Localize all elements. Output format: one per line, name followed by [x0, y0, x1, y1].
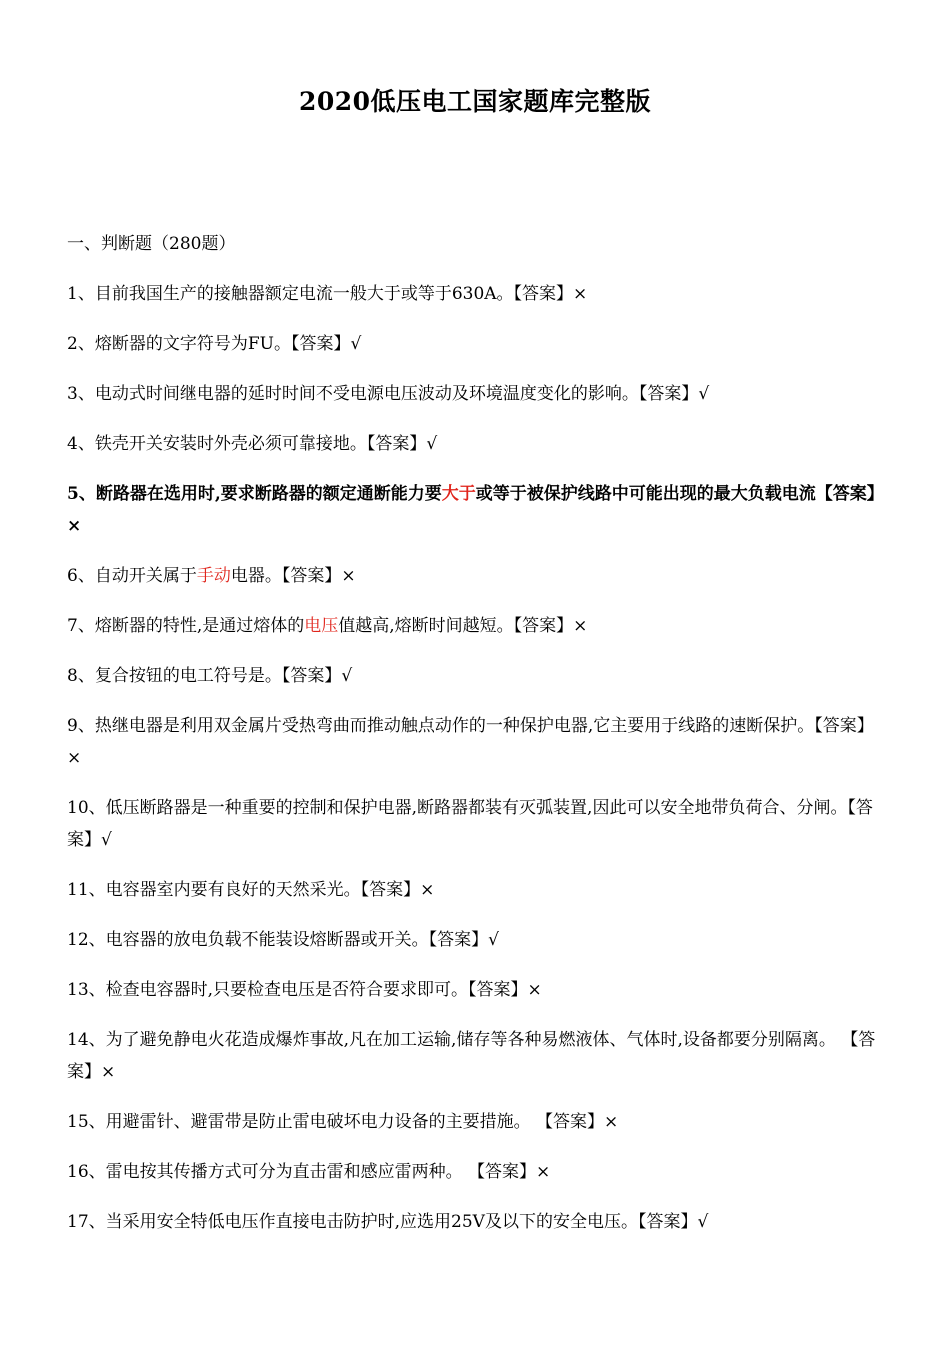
question-item-bold: [67, 478, 885, 542]
question-item: 12、电容器的放电负载不能装设熔断器或开关。【答案】√: [67, 930, 499, 950]
question-item: 17、当采用安全特低电压作直接电击防护时,应选用25V及以下的安全电压。【答案】√: [67, 1212, 709, 1232]
question-item: 14、为了避免静电火花造成爆炸事故,凡在加工运输,储存等各种易燃液体、气体时,设备都要分别隔离。 【答案】×: [67, 1030, 876, 1082]
question-item: 2、熔断器的文字符号为FU。【答案】√: [67, 334, 362, 354]
question-item: 3、电动式时间继电器的延时时间不受电源电压波动及环境温度变化的影响。【答案】√: [67, 384, 710, 404]
document-body: [67, 228, 885, 1256]
question-item: [67, 560, 885, 592]
question-item: [67, 610, 885, 642]
question-text: 值越高,熔断时间越短。【答案】×: [338, 616, 588, 636]
question-item: 8、复合按钮的电工符号是。【答案】√: [67, 666, 353, 686]
highlighted-text: 电压: [304, 616, 339, 636]
highlighted-text: 手动: [196, 566, 231, 586]
question-item: 1、目前我国生产的接触器额定电流一般大于或等于630A。【答案】×: [67, 284, 588, 304]
question-item: 9、热继电器是利用双金属片受热弯曲而推动触点动作的一种保护电器,它主要用于线路的速断保护。【答案】×: [67, 716, 874, 768]
question-item: 15、用避雷针、避雷带是防止雷电破坏电力设备的主要措施。 【答案】×: [67, 1112, 619, 1132]
question-text: 5、断路器在选用时,要求断路器的额定通断能力要: [67, 484, 442, 504]
highlighted-text: 大于: [441, 484, 476, 504]
question-item: 16、雷电按其传播方式可分为直击雷和感应雷两种。 【答案】×: [67, 1162, 551, 1182]
document-title: 2020低压电工国家题库完整版: [298, 87, 652, 116]
question-item: 10、低压断路器是一种重要的控制和保护电器,断路器都装有灭弧装置,因此可以安全地带负荷合、分闸。【答案】√: [67, 798, 873, 850]
question-text: 电器。【答案】×: [230, 566, 356, 586]
question-item: 13、检查电容器时,只要检查电压是否符合要求即可。【答案】×: [67, 980, 542, 1000]
question-text: 6、自动开关属于: [67, 566, 197, 586]
question-text: 7、熔断器的特性,是通过熔体的: [67, 616, 305, 636]
question-item: 4、铁壳开关安装时外壳必须可靠接地。【答案】√: [67, 434, 438, 454]
question-item: 11、电容器室内要有良好的天然采光。【答案】×: [67, 880, 435, 900]
section-heading: 一、判断题（280题）: [67, 234, 236, 254]
question-text: 或等于被保护线路中可能出现的最大负载电流【答案】×: [67, 484, 884, 536]
